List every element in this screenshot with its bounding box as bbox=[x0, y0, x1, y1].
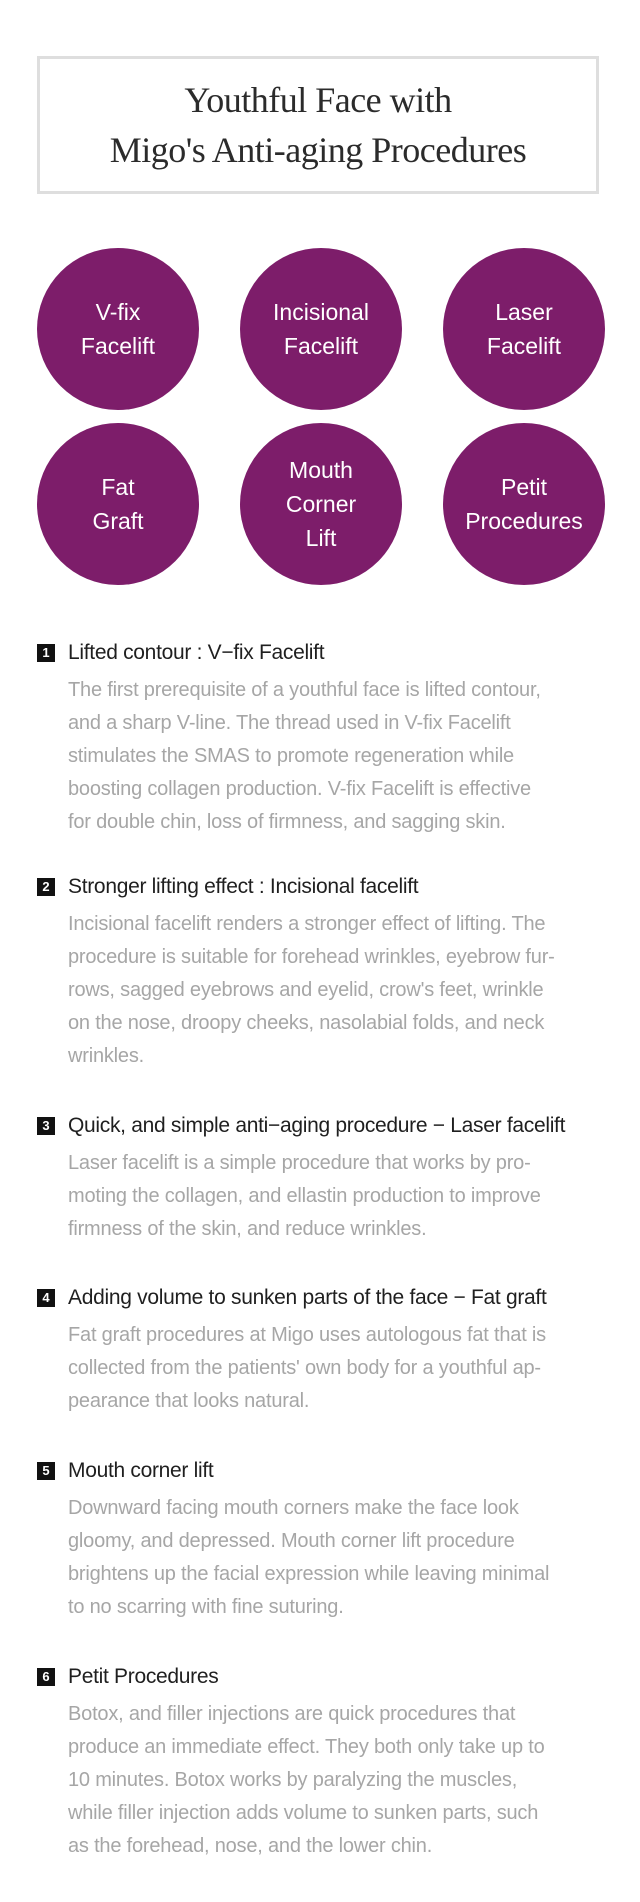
section-title: Quick, and simple anti−aging procedure − Laser facelift bbox=[68, 1114, 566, 1137]
procedure-circle-fat-graft[interactable] bbox=[37, 423, 199, 585]
section-heading bbox=[37, 1283, 617, 1313]
section-vfix-facelift bbox=[37, 638, 617, 839]
section-body bbox=[68, 674, 608, 839]
section-body bbox=[68, 1319, 608, 1418]
body-line: firmness of the skin, and reduce wrinkles. bbox=[68, 1218, 427, 1240]
procedure-label: Graft bbox=[92, 508, 144, 534]
section-incisional-facelift bbox=[37, 872, 617, 1073]
procedure-circle-mouth-corner-lift[interactable] bbox=[240, 423, 402, 585]
body-line: Laser facelift is a simple procedure that works by pro- bbox=[68, 1152, 531, 1174]
procedure-label: Facelift bbox=[486, 333, 562, 359]
body-line: The first prerequisite of a youthful face is lifted contour, bbox=[68, 679, 541, 701]
section-fat-graft bbox=[37, 1283, 617, 1418]
body-line: boosting collagen production. V-fix Facelift is effective bbox=[68, 778, 531, 800]
body-line: and a sharp V-line. The thread used in V-fix Facelift bbox=[68, 712, 511, 734]
body-line: gloomy, and depressed. Mouth corner lift procedure bbox=[68, 1530, 515, 1552]
section-number-badge: 6 bbox=[37, 1668, 55, 1686]
procedure-label: Facelift bbox=[80, 333, 156, 359]
section-heading bbox=[37, 1662, 617, 1692]
body-line: as the forehead, nose, and the lower chin. bbox=[68, 1835, 433, 1857]
body-line: procedure is suitable for forehead wrinkles, eyebrow fur- bbox=[68, 946, 555, 968]
section-title: Petit Procedures bbox=[68, 1665, 219, 1688]
section-body bbox=[68, 908, 608, 1073]
section-number-badge: 4 bbox=[37, 1289, 55, 1307]
procedure-label: Laser bbox=[495, 299, 553, 325]
body-line: brightens up the facial expression while leaving minimal bbox=[68, 1563, 550, 1585]
section-heading bbox=[37, 1456, 617, 1486]
body-line: Incisional facelift renders a stronger effect of lifting. The bbox=[68, 913, 546, 935]
section-laser-facelift bbox=[37, 1111, 617, 1246]
section-title: Stronger lifting effect : Incisional facelift bbox=[68, 875, 419, 898]
body-line: moting the collagen, and ellastin production to improve bbox=[68, 1185, 541, 1207]
body-line: collected from the patients' own body for a youthful ap- bbox=[68, 1357, 541, 1379]
section-heading bbox=[37, 1111, 617, 1141]
body-line: on the nose, droopy cheeks, nasolabial folds, and neck bbox=[68, 1012, 545, 1034]
procedure-label: Mouth bbox=[289, 457, 353, 483]
body-line: for double chin, loss of firmness, and sagging skin. bbox=[68, 811, 506, 833]
procedure-label: Petit bbox=[500, 474, 548, 500]
section-heading bbox=[37, 872, 617, 902]
procedure-label: Lift bbox=[305, 525, 337, 551]
body-line: Botox, and filler injections are quick procedures that bbox=[68, 1703, 516, 1725]
body-line: 10 minutes. Botox works by paralyzing the muscles, bbox=[68, 1769, 518, 1791]
procedure-label: Fat bbox=[101, 474, 135, 500]
section-petit-procedures bbox=[37, 1662, 617, 1863]
body-line: while filler injection adds volume to sunken parts, such bbox=[68, 1802, 539, 1824]
section-body bbox=[68, 1147, 608, 1246]
page-title-line1: Youthful Face with bbox=[184, 80, 452, 120]
body-line: pearance that looks natural. bbox=[68, 1390, 310, 1412]
procedure-label: Procedures bbox=[465, 508, 583, 534]
page-title-line2: Migo's Anti-aging Procedures bbox=[109, 130, 527, 170]
procedure-circle-vfix-facelift[interactable] bbox=[37, 248, 199, 410]
body-line: Downward facing mouth corners make the face look bbox=[68, 1497, 519, 1519]
body-line: to no scarring with fine suturing. bbox=[68, 1596, 344, 1618]
procedure-circle-laser-facelift[interactable] bbox=[443, 248, 605, 410]
procedure-circle-petit-procedures[interactable] bbox=[443, 423, 605, 585]
section-heading bbox=[37, 638, 617, 668]
body-line: Fat graft procedures at Migo uses autologous fat that is bbox=[68, 1324, 546, 1346]
section-number-badge: 2 bbox=[37, 878, 55, 896]
procedure-circle-incisional-facelift[interactable] bbox=[240, 248, 402, 410]
body-line: rows, sagged eyebrows and eyelid, crow's feet, wrinkle bbox=[68, 979, 544, 1001]
procedure-label: V-fix bbox=[95, 299, 141, 325]
section-number-badge: 1 bbox=[37, 644, 55, 662]
procedure-label: Incisional bbox=[273, 299, 369, 325]
section-title: Adding volume to sunken parts of the face − Fat graft bbox=[68, 1286, 547, 1309]
section-mouth-corner-lift bbox=[37, 1456, 617, 1624]
section-number-badge: 3 bbox=[37, 1117, 55, 1135]
section-body bbox=[68, 1492, 608, 1624]
section-number-badge: 5 bbox=[37, 1462, 55, 1480]
section-body bbox=[68, 1698, 608, 1863]
section-title: Lifted contour : V−fix Facelift bbox=[68, 641, 325, 664]
procedure-label: Facelift bbox=[283, 333, 359, 359]
page-title-box bbox=[37, 56, 599, 194]
body-line: produce an immediate effect. They both only take up to bbox=[68, 1736, 545, 1758]
section-title: Mouth corner lift bbox=[68, 1459, 214, 1482]
body-line: stimulates the SMAS to promote regeneration while bbox=[68, 745, 514, 767]
procedure-label: Corner bbox=[285, 491, 357, 517]
body-line: wrinkles. bbox=[68, 1045, 144, 1067]
